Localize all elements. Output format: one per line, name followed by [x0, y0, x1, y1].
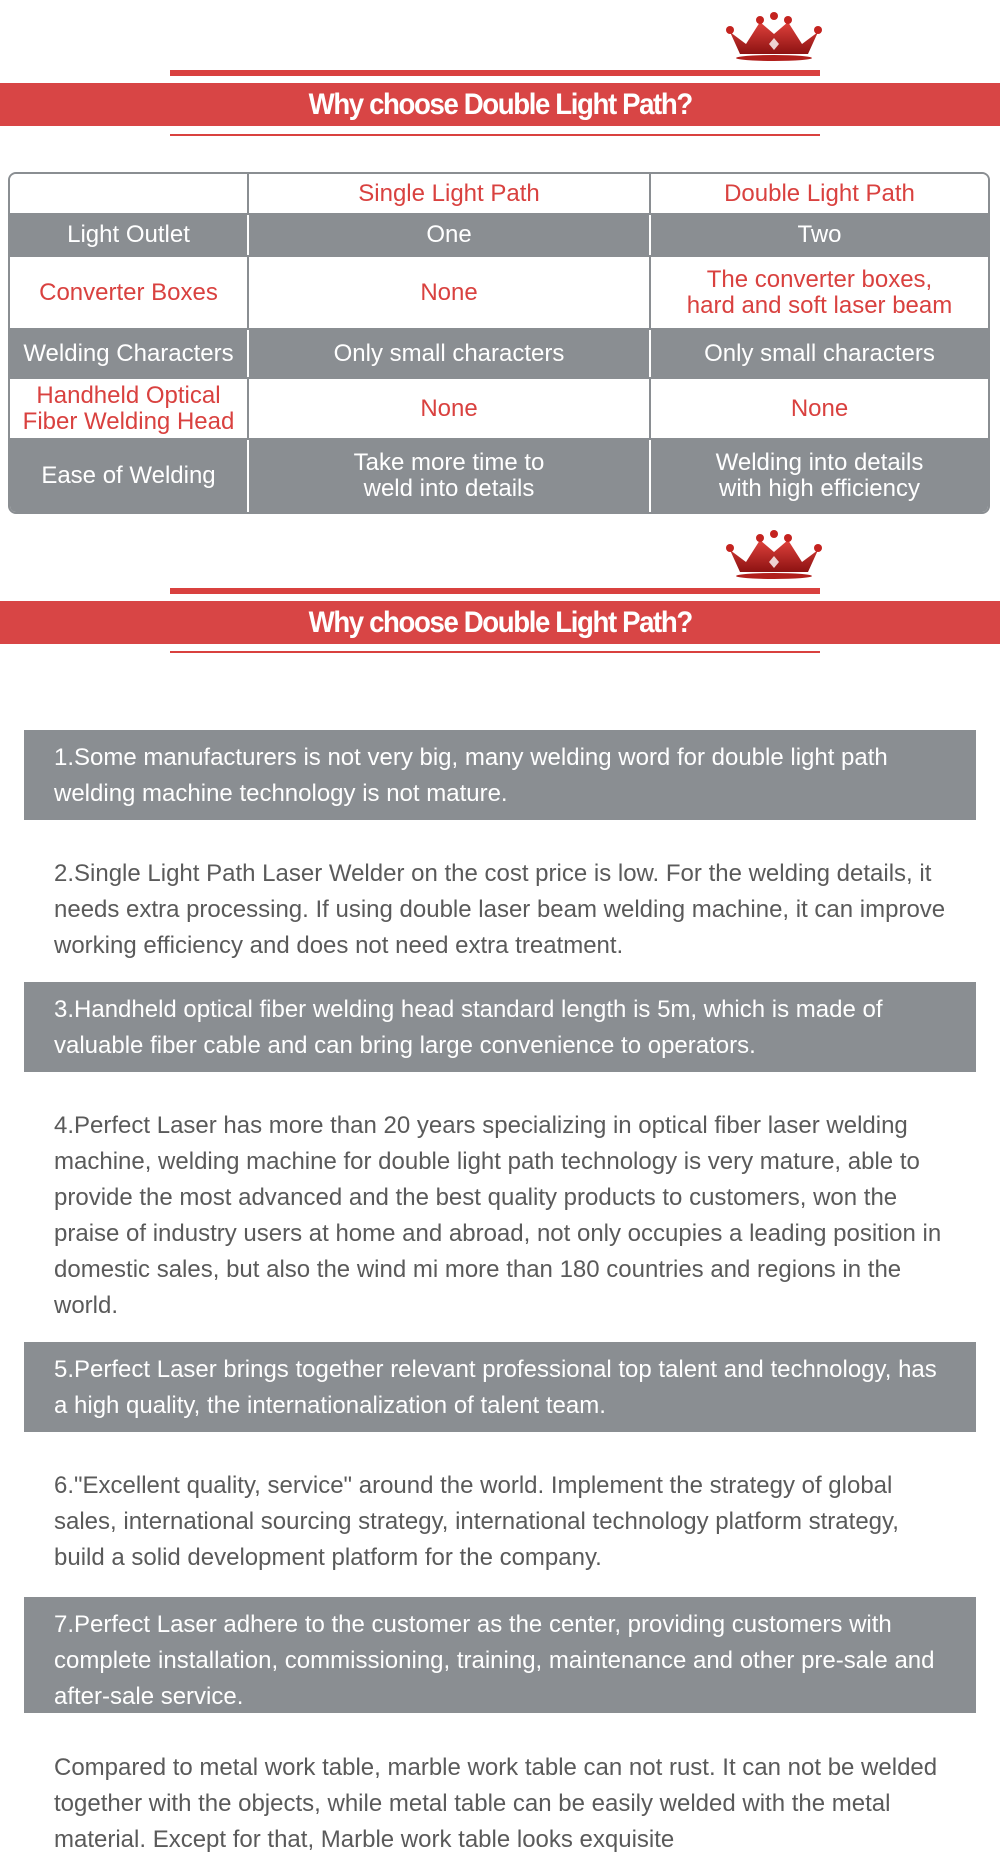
- feature-cell: Welding Characters: [10, 330, 247, 377]
- header-rule-bottom: [170, 134, 820, 136]
- feature-cell: Ease of Welding: [10, 440, 247, 512]
- table-row: [10, 215, 988, 257]
- single-cell: Only small characters: [247, 330, 649, 377]
- crown-icon: [724, 530, 824, 580]
- reason-block-6: 6."Excellent quality, service" around the world. Implement the strategy of global sales, international sourcing strategy, international technology platform strategy, build a solid development platform for the company.: [24, 1458, 976, 1584]
- header-cell-empty: [10, 174, 247, 213]
- table-row: [10, 257, 988, 330]
- table-row: [10, 440, 988, 512]
- comparison-table: [8, 172, 990, 514]
- single-cell: Take more time to weld into details: [247, 440, 649, 512]
- feature-cell: Converter Boxes: [10, 257, 247, 328]
- closing-paragraph: Compared to metal work table, marble work table can not rust. It can not be welded together with the objects, while metal table can be easily welded with the metal material. Except for that, Marble work table looks exquisite: [24, 1740, 976, 1864]
- table-row: [10, 379, 988, 440]
- reason-block-4: 4.Perfect Laser has more than 20 years specializing in optical fiber laser welding machine, welding machine for double light path technology is very mature, able to provide the most advanced and the best quality products to customers, won the praise of industry users at home and abroad, not only occupies a leading position in domestic sales, but also the wind mi more than 180 countries and regions in the world.: [24, 1098, 976, 1332]
- crown-icon: [724, 12, 824, 62]
- reason-block-5: 5.Perfect Laser brings together relevant professional top talent and technology, has a high quality, the internationalization of talent team.: [24, 1342, 976, 1432]
- single-cell: None: [247, 379, 649, 438]
- header-rule-bottom: [170, 651, 820, 653]
- reason-block-3: 3.Handheld optical fiber welding head standard length is 5m, which is made of valuable fiber cable and can bring large convenience to operators.: [24, 982, 976, 1072]
- double-cell: Two: [649, 215, 988, 255]
- header-cell-double: Double Light Path: [649, 174, 988, 213]
- single-cell: None: [247, 257, 649, 328]
- table-row: [10, 330, 988, 379]
- header-rule-top: [170, 588, 820, 594]
- feature-cell: Handheld Optical Fiber Welding Head: [10, 379, 247, 438]
- double-cell: Only small characters: [649, 330, 988, 377]
- double-cell: None: [649, 379, 988, 438]
- section-title: Why choose Double Light Path?: [308, 87, 692, 121]
- single-cell: One: [247, 215, 649, 255]
- header-rule-top: [170, 70, 820, 76]
- section-banner: [0, 83, 1000, 126]
- reason-block-2: 2.Single Light Path Laser Welder on the cost price is low. For the welding details, it needs extra processing. If using double laser beam welding machine, it can improve working efficiency and does not need extra treatment.: [24, 846, 976, 972]
- section-banner: [0, 601, 1000, 644]
- double-cell: Welding into details with high efficiency: [649, 440, 988, 512]
- feature-cell: Light Outlet: [10, 215, 247, 255]
- reason-block-1: 1.Some manufacturers is not very big, many welding word for double light path welding machine technology is not mature.: [24, 730, 976, 820]
- table-header-row: [10, 174, 988, 215]
- header-cell-single: Single Light Path: [247, 174, 649, 213]
- reason-block-7: 7.Perfect Laser adhere to the customer as the center, providing customers with complete installation, commissioning, training, maintenance and other pre-sale and after-sale service.: [24, 1597, 976, 1713]
- double-cell: The converter boxes, hard and soft laser beam: [649, 257, 988, 328]
- section-title: Why choose Double Light Path?: [308, 605, 692, 639]
